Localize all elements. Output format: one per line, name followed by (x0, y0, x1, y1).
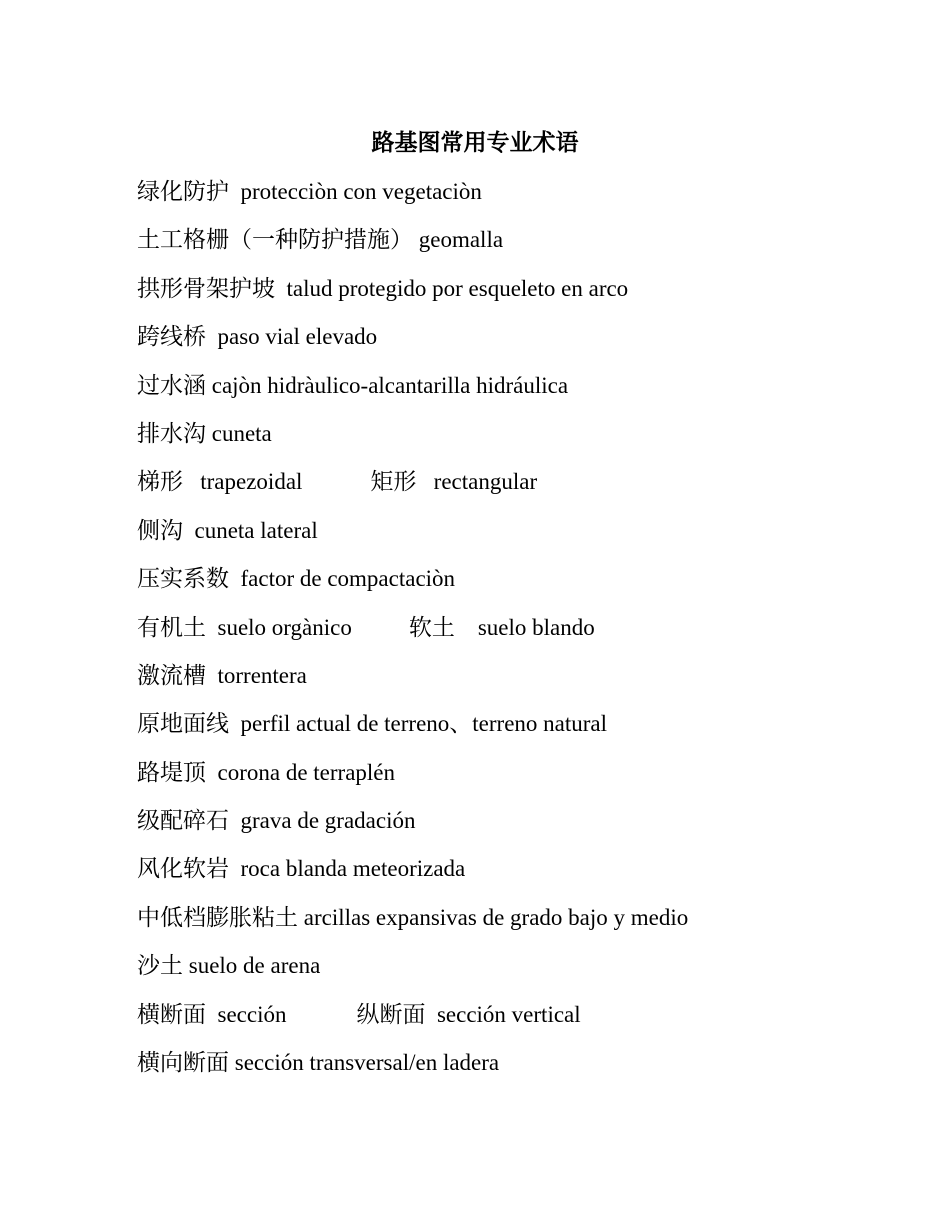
glossary-entry (137, 515, 917, 563)
term-separator (229, 566, 241, 591)
term-chinese: 原地面线 (137, 711, 229, 737)
glossary-entry (137, 370, 917, 418)
term-spanish: paso vial elevado (217, 324, 378, 350)
term-spanish: roca blanda meteorizada (240, 856, 466, 882)
term-separator (206, 615, 218, 640)
glossary-entry (137, 950, 917, 998)
glossary-entry (137, 418, 917, 466)
glossary-entry (137, 805, 917, 853)
term-chinese: 梯形 (137, 469, 183, 495)
term-spanish: rectangular (433, 469, 538, 495)
term-chinese: 激流槽 (137, 662, 206, 688)
glossary-entry (137, 1047, 917, 1095)
term-spanish: suelo orgànico (217, 614, 352, 640)
term-separator (183, 518, 195, 543)
term-chinese: 矩形 (370, 469, 417, 495)
term-spanish: cuneta (211, 420, 272, 446)
term-spanish: suelo blando (477, 614, 595, 640)
glossary-entry (137, 321, 917, 369)
term-separator (416, 469, 433, 494)
term-chinese: 软土 (408, 614, 455, 640)
term-spanish: perfil actual de terreno、terreno natural (240, 711, 608, 737)
term-separator (229, 808, 241, 833)
glossary-entry (137, 708, 917, 756)
document-title: 路基图常用专业术语 (371, 130, 579, 155)
term-chinese: 排水沟 (137, 420, 206, 446)
term-spanish: factor de compactaciòn (240, 566, 456, 592)
term-separator (206, 663, 218, 688)
glossary-entry (137, 902, 917, 950)
term-spanish: torrentera (217, 662, 307, 688)
term-spanish: sección vertical (436, 1001, 581, 1027)
glossary-entry (137, 176, 917, 224)
term-separator (206, 324, 218, 349)
term-spanish: cajòn hidràulico-alcantarilla hidráulica (211, 372, 569, 398)
term-chinese: 风化软岩 (137, 856, 229, 882)
term-spanish: talud protegido por esqueleto en arco (286, 275, 629, 301)
term-separator (229, 179, 241, 204)
term-spanish: grava de gradación (240, 808, 416, 834)
term-chinese: 压实系数 (137, 566, 229, 592)
term-chinese: 路堤顶 (137, 759, 206, 785)
term-chinese: 跨线桥 (137, 324, 206, 350)
term-separator (206, 1002, 218, 1027)
glossary-list (137, 176, 917, 1095)
term-spanish: trapezoidal (200, 469, 303, 495)
term-spanish: sección transversal/en ladera (234, 1050, 500, 1076)
term-separator (229, 711, 241, 736)
term-spanish: cuneta lateral (194, 517, 318, 543)
term-spanish: corona de terraplén (217, 759, 396, 785)
term-separator (275, 276, 287, 301)
term-separator (229, 856, 241, 881)
second-term-pair (409, 612, 595, 644)
glossary-entry (137, 757, 917, 805)
glossary-entry (137, 853, 917, 901)
term-separator (455, 615, 478, 640)
term-spanish: arcillas expansivas de grado bajo y medio (303, 904, 689, 930)
glossary-entry (137, 273, 917, 321)
glossary-entry (137, 612, 917, 660)
term-chinese: 绿化防护 (137, 179, 229, 204)
term-separator (206, 760, 218, 785)
term-separator (425, 1002, 437, 1027)
term-chinese: 横断面 (137, 1001, 206, 1027)
glossary-entry (137, 563, 917, 611)
glossary-entry (137, 999, 917, 1047)
term-chinese: 纵断面 (356, 1001, 426, 1027)
term-chinese: 侧沟 (137, 517, 183, 543)
term-spanish: sección (217, 1001, 287, 1027)
term-spanish: geomalla (418, 227, 504, 253)
term-chinese: 横向断面 (137, 1050, 229, 1076)
second-term-pair (356, 999, 580, 1031)
term-chinese: 沙土 (137, 953, 183, 979)
glossary-entry (137, 224, 917, 272)
term-spanish: protecciòn con vegetaciòn (240, 179, 482, 204)
term-chinese: 土工格栅（一种防护措施） (137, 227, 413, 253)
term-separator (183, 469, 200, 494)
term-chinese: 过水涵 (137, 372, 206, 398)
term-chinese: 拱形骨架护坡 (137, 275, 275, 301)
term-chinese: 级配碎石 (137, 808, 229, 834)
second-term-pair (370, 466, 537, 498)
glossary-entry (137, 466, 917, 514)
term-chinese: 中低档膨胀粘土 (137, 904, 298, 930)
term-chinese: 有机土 (137, 614, 206, 640)
glossary-entry (137, 660, 917, 708)
term-spanish: suelo de arena (188, 953, 321, 979)
